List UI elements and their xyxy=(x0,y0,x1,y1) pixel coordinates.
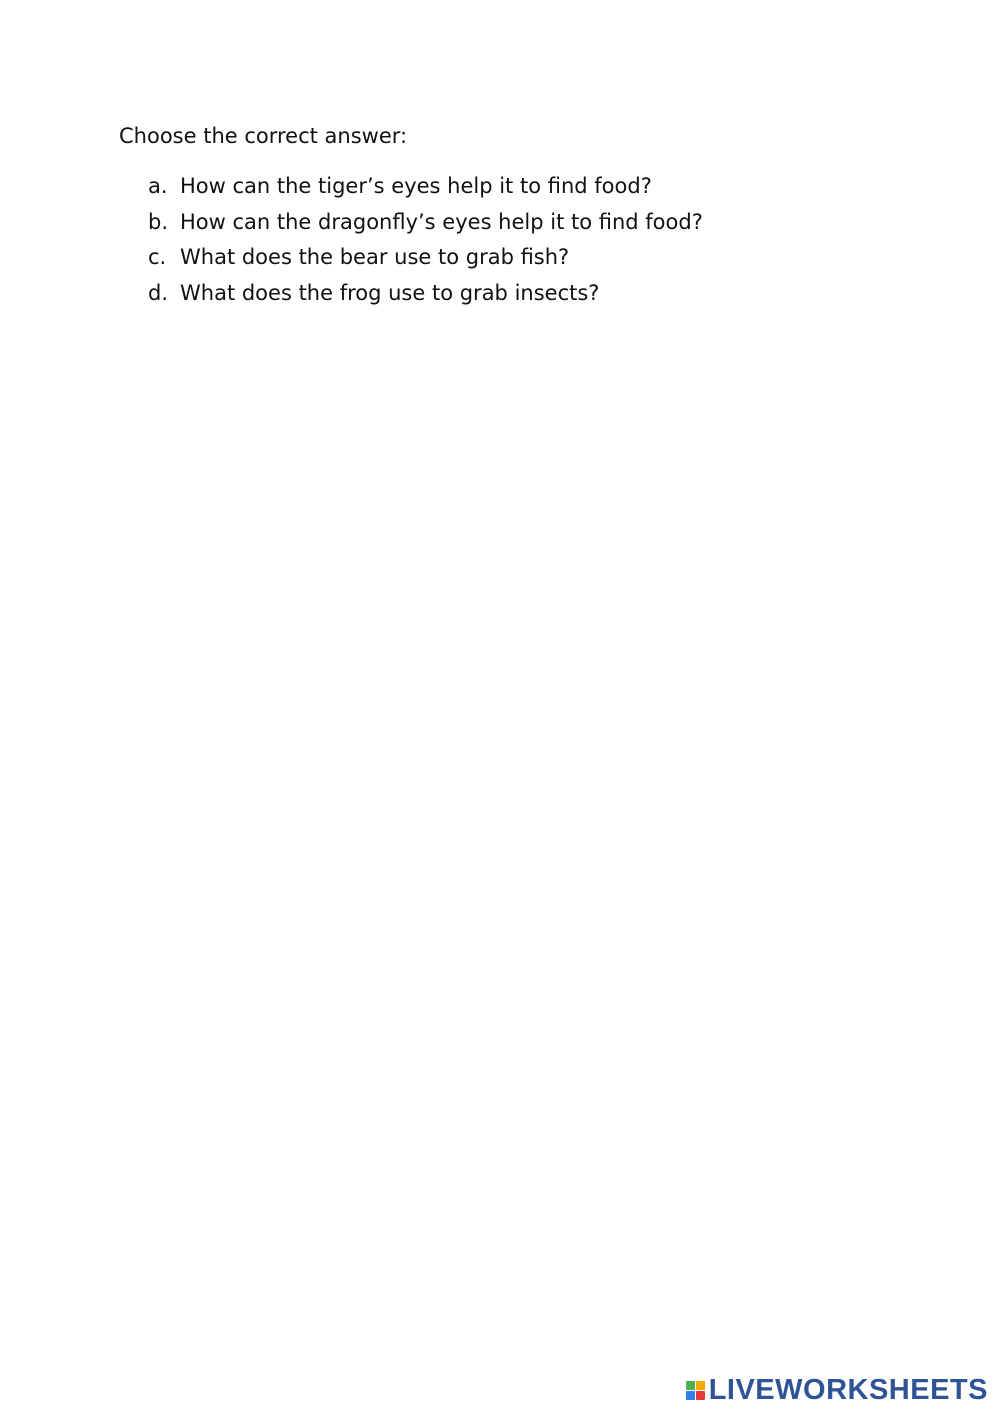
instruction-text: Choose the correct answer: xyxy=(119,124,408,148)
question-text: What does the bear use to grab fish? xyxy=(180,245,570,269)
logo-text: LIVEWORKSHEETS xyxy=(708,1374,988,1406)
question-text: What does the frog use to grab insects? xyxy=(180,280,600,305)
question-letter: b. xyxy=(148,209,169,234)
question-letter: c. xyxy=(148,245,167,269)
liveworksheets-logo xyxy=(686,1376,988,1405)
question-item xyxy=(148,206,703,242)
question-text: How can the tiger’s eyes help it to find food? xyxy=(180,174,652,198)
question-item xyxy=(148,277,703,313)
logo-square-bl xyxy=(686,1391,695,1400)
question-letter: a. xyxy=(148,174,168,198)
logo-square-tr xyxy=(696,1381,705,1390)
liveworksheets-logo-icon xyxy=(686,1381,705,1400)
logo-square-tl xyxy=(686,1381,695,1390)
question-letter: d. xyxy=(148,280,169,305)
logo-square-br xyxy=(696,1391,705,1400)
question-item xyxy=(148,241,703,277)
question-item xyxy=(148,170,703,206)
question-text: How can the dragonfly’s eyes help it to find food? xyxy=(180,209,703,234)
question-list xyxy=(148,170,703,312)
